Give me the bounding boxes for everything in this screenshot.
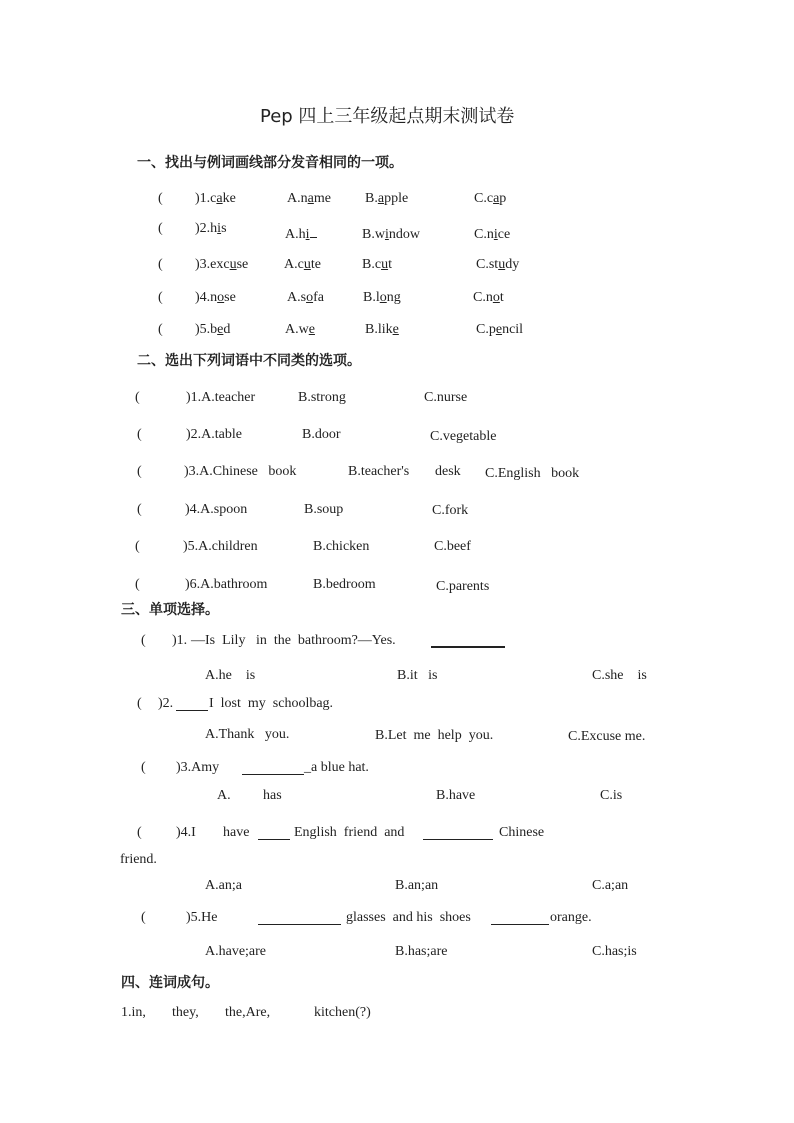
q4-have: have: [223, 825, 250, 840]
q5-mid: glasses and his shoes: [346, 910, 471, 925]
q3-option-c: C.is: [600, 788, 623, 803]
q5-option-a: A.have;are: [205, 944, 267, 959]
s2-item-4-b: B.soup: [304, 502, 344, 517]
answer-paren[interactable]: (: [141, 633, 146, 648]
answer-paren[interactable]: (: [158, 257, 163, 272]
q2-text: I lost my schoolbag.: [209, 696, 334, 711]
option-b: B.long: [363, 290, 401, 305]
word-4: kitchen(?): [314, 1005, 371, 1020]
q4-option-b: B.an;an: [395, 878, 439, 893]
option-c: C.pencil: [476, 322, 524, 337]
q5-option-b: B.has;are: [395, 944, 448, 959]
q3-option-a-text: has: [263, 788, 282, 803]
s2-item-5-a: )5.A.children: [183, 539, 258, 554]
s2-item-5-b: B.chicken: [313, 539, 370, 554]
q2-answer-blank[interactable]: [176, 710, 208, 711]
option-a: A.hi: [285, 228, 317, 242]
s2-item-3-c: C.English book: [485, 466, 580, 481]
section-2-heading: 二、选出下列词语中不同类的选项。: [137, 353, 361, 369]
q1-answer-blank[interactable]: [431, 646, 505, 648]
q3-answer-blank[interactable]: [242, 774, 304, 775]
answer-paren[interactable]: (: [137, 464, 142, 479]
q5-num: )5.He: [186, 910, 218, 925]
q1-option-a: A.he is: [205, 668, 256, 683]
q4-end: Chinese: [499, 825, 545, 840]
q3-num: )3.Amy: [176, 760, 220, 775]
q2-option-c: C.Excuse me.: [568, 729, 646, 744]
q4-mid: English friend and: [294, 825, 405, 840]
answer-paren[interactable]: (: [137, 696, 142, 711]
s2-item-1-a: )1.A.teacher: [186, 390, 256, 405]
answer-paren[interactable]: (: [137, 427, 142, 442]
word-2: they,: [172, 1005, 199, 1020]
q4-option-c: C.a;an: [592, 878, 629, 893]
section-4-heading: 四、连词成句。: [121, 975, 219, 991]
answer-paren[interactable]: (: [158, 290, 163, 305]
option-b: B.cut: [362, 257, 392, 272]
s2-item-3-b2: desk: [435, 464, 461, 479]
option-a: A.sofa: [287, 290, 324, 305]
q5-option-c: C.has;is: [592, 944, 637, 959]
q5-blank-1[interactable]: [258, 924, 341, 925]
s2-item-1-c: C.nurse: [424, 390, 468, 405]
answer-paren[interactable]: (: [137, 825, 142, 840]
option-c: C.nice: [474, 227, 511, 242]
example-word: )3.excuse: [195, 257, 249, 272]
section-3-heading: 三、单项选择。: [121, 602, 219, 618]
s2-item-6-b: B.bedroom: [313, 577, 376, 592]
answer-paren[interactable]: (: [135, 390, 140, 405]
s2-item-5-c: C.beef: [434, 539, 471, 554]
answer-paren[interactable]: (: [158, 191, 163, 206]
option-a: A.cute: [284, 257, 321, 272]
q3-option-b: B.have: [436, 788, 476, 803]
word-3: the,Are,: [225, 1005, 271, 1020]
q4-wrap: friend.: [120, 852, 157, 867]
s2-item-3-b: B.teacher's: [348, 464, 410, 479]
s2-item-2-c: C.vegetable: [430, 429, 497, 444]
q2-option-a: A.Thank you.: [205, 727, 290, 742]
answer-paren[interactable]: (: [158, 221, 163, 236]
q5-blank-2[interactable]: [491, 924, 549, 925]
word-1: 1.in,: [121, 1005, 146, 1020]
option-c: C.cap: [474, 191, 507, 206]
s2-item-2-b: B.door: [302, 427, 341, 442]
q1-num: )1.: [172, 633, 188, 648]
q3-text: _a blue hat.: [304, 760, 369, 775]
q2-option-b: B.Let me help you.: [375, 728, 494, 743]
answer-paren[interactable]: (: [137, 502, 142, 517]
page-title: Pep 四上三年级起点期末测试卷: [260, 106, 515, 127]
section-1-heading: 一、找出与例词画线部分发音相同的一项。: [137, 155, 403, 171]
answer-paren[interactable]: (: [135, 539, 140, 554]
s2-item-3-a: )3.A.Chinese book: [184, 464, 297, 479]
s2-item-6-a: )6.A.bathroom: [185, 577, 268, 592]
q4-blank-1[interactable]: [258, 839, 290, 840]
answer-paren[interactable]: (: [158, 322, 163, 337]
s2-item-2-a: )2.A.table: [186, 427, 242, 442]
q1-option-c: C.she is: [592, 668, 647, 683]
q1-option-b: B.it is: [397, 668, 438, 683]
option-c: C.study: [476, 257, 520, 272]
example-word: )2.his: [195, 221, 227, 236]
s2-item-4-c: C.fork: [432, 503, 469, 518]
q3-option-a: A.: [217, 788, 231, 803]
example-word: )5.bed: [195, 322, 231, 337]
option-a: A.name: [287, 191, 331, 206]
option-a: A.we: [285, 322, 315, 337]
q4-blank-2[interactable]: [423, 839, 493, 840]
q4-num: )4.I: [176, 825, 196, 840]
answer-paren[interactable]: (: [141, 910, 146, 925]
q2-num: )2.: [158, 696, 174, 711]
option-b: B.like: [365, 322, 399, 337]
s2-item-6-c: C.parents: [436, 579, 490, 594]
q4-option-a: A.an;a: [205, 878, 242, 893]
s2-item-4-a: )4.A.spoon: [185, 502, 248, 517]
answer-paren[interactable]: (: [141, 760, 146, 775]
option-b: B.window: [362, 227, 420, 242]
answer-paren[interactable]: (: [135, 577, 140, 592]
s2-item-1-b: B.strong: [298, 390, 346, 405]
q1-text: —Is Lily in the bathroom?—Yes.: [191, 633, 396, 648]
example-word: )1.cake: [195, 191, 236, 206]
q5-end: orange.: [550, 910, 592, 925]
option-b: B.apple: [365, 191, 409, 206]
example-word: )4.nose: [195, 290, 236, 305]
option-c: C.not: [473, 290, 504, 305]
